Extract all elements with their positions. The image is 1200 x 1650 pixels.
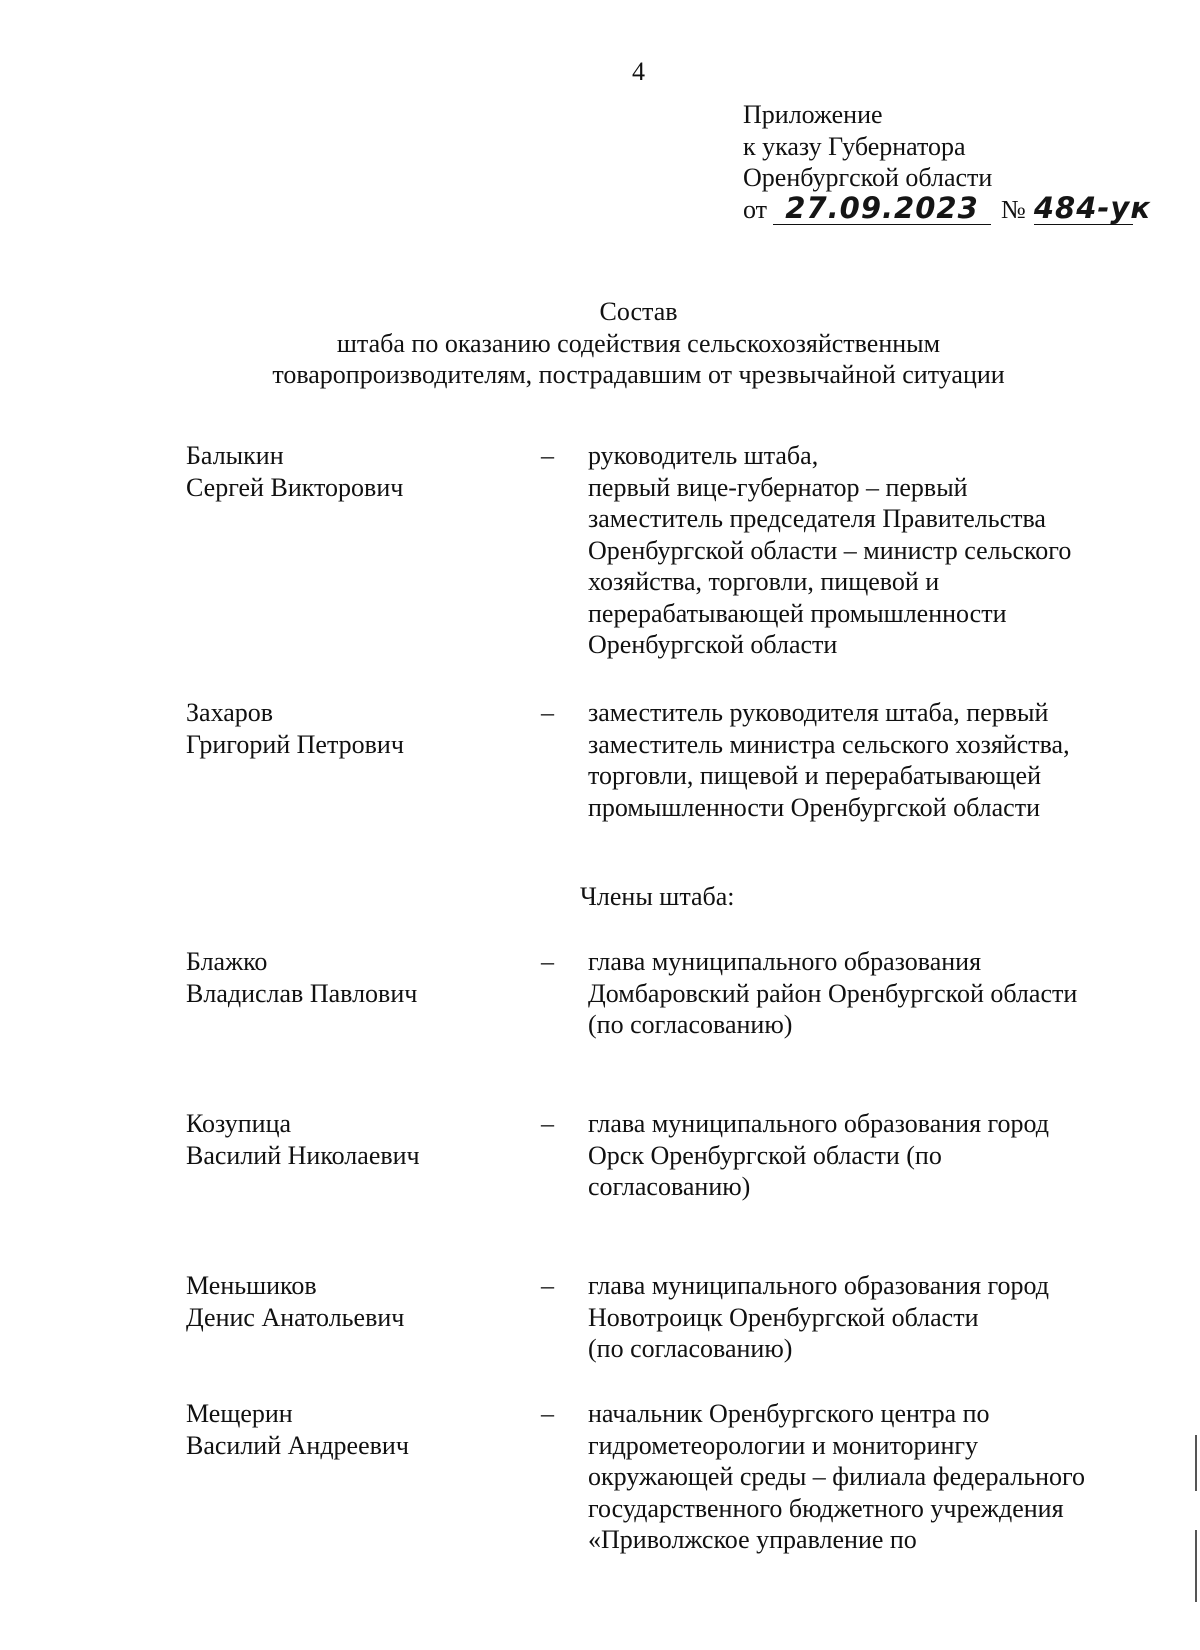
person-surname: Балыкин	[186, 441, 284, 470]
dash-separator: –	[541, 947, 554, 976]
role-line: согласованию)	[588, 1172, 751, 1201]
person-given-names: Василий Николаевич	[186, 1140, 420, 1170]
person-role	[588, 1270, 1049, 1365]
members-heading: Члены штаба:	[580, 882, 735, 911]
role-line: Новотроицк Оренбургской области	[588, 1302, 979, 1332]
appendix-line: Приложение	[743, 100, 883, 129]
role-line: Оренбургской области	[588, 630, 838, 659]
role-line: заместитель министра сельского хозяйства,	[588, 729, 1070, 759]
role-line: государственного бюджетного учреждения	[588, 1493, 1064, 1523]
role-line: перерабатывающей промышленности	[588, 598, 1007, 628]
dash-separator: –	[541, 1271, 554, 1300]
role-line: «Приволжское управление по	[588, 1525, 917, 1554]
appendix-line: Оренбургской области	[743, 163, 993, 192]
appendix-date-line	[743, 190, 1152, 226]
role-line: Орск Оренбургской области (по	[588, 1140, 942, 1170]
title-line: штаба по оказанию содействия сельскохозяйственным	[336, 328, 941, 358]
person-name	[186, 1270, 404, 1333]
role-line: гидрометеорологии и мониторингу	[588, 1430, 979, 1460]
person-name	[186, 1398, 409, 1461]
role-line: Домбаровский район Оренбургской области	[588, 978, 1078, 1008]
person-surname: Меньшиков	[186, 1271, 317, 1300]
date-prefix: от	[743, 194, 768, 224]
person-role	[588, 697, 1070, 823]
person-surname: Козупица	[186, 1109, 292, 1138]
person-surname: Блажко	[186, 947, 268, 976]
number-sign: №	[1001, 194, 1026, 224]
scan-artifact	[1195, 1530, 1197, 1602]
person-name	[186, 946, 417, 1009]
role-line: торговли, пищевой и перерабатывающей	[588, 761, 1042, 790]
role-line: первый вице-губернатор – первый	[588, 472, 968, 502]
role-line: заместитель руководителя штаба, первый	[588, 698, 1049, 727]
dash-separator: –	[541, 1399, 554, 1428]
person-given-names: Григорий Петрович	[186, 729, 404, 759]
person-name	[186, 697, 404, 760]
person-given-names: Сергей Викторович	[186, 472, 404, 502]
role-line: заместитель председателя Правительства	[588, 504, 1046, 533]
role-line: (по согласованию)	[588, 1334, 793, 1363]
page-number: 4	[632, 57, 645, 86]
scan-artifact	[1195, 1435, 1197, 1491]
role-line: начальник Оренбургского центра по	[588, 1399, 990, 1428]
person-surname: Мещерин	[186, 1399, 293, 1428]
person-role	[588, 1108, 1049, 1203]
document-title	[0, 296, 1200, 391]
dash-separator: –	[541, 441, 554, 470]
appendix-block	[743, 99, 1152, 225]
person-name	[186, 1108, 420, 1171]
role-line: руководитель штаба,	[588, 441, 819, 470]
person-role	[588, 946, 1077, 1041]
role-line: Оренбургской области – министр сельского	[588, 535, 1072, 565]
role-line: глава муниципального образования город	[588, 1271, 1050, 1300]
appendix-line: к указу Губернатора	[743, 131, 966, 161]
person-given-names: Денис Анатольевич	[186, 1302, 405, 1332]
person-given-names: Владислав Павлович	[186, 978, 418, 1008]
role-line: хозяйства, торговли, пищевой и	[588, 567, 940, 596]
handwritten-date: 27.09.2023	[773, 194, 991, 225]
title-line: Состав	[599, 297, 678, 326]
role-line: промышленности Оренбургской области	[588, 792, 1040, 822]
handwritten-number: 484-ук	[1033, 190, 1152, 225]
role-line: глава муниципального образования	[588, 947, 982, 976]
person-role	[588, 1398, 1085, 1556]
role-line: (по согласованию)	[588, 1010, 793, 1039]
title-line: товаропроизводителям, пострадавшим от чрезвычайной ситуации	[272, 360, 1005, 389]
person-role	[588, 440, 1071, 661]
person-name	[186, 440, 403, 503]
person-given-names: Василий Андреевич	[186, 1430, 409, 1460]
dash-separator: –	[541, 1109, 554, 1138]
dash-separator: –	[541, 698, 554, 727]
role-line: окружающей среды – филиала федерального	[588, 1462, 1086, 1491]
role-line: глава муниципального образования город	[588, 1109, 1050, 1138]
person-surname: Захаров	[186, 698, 274, 727]
